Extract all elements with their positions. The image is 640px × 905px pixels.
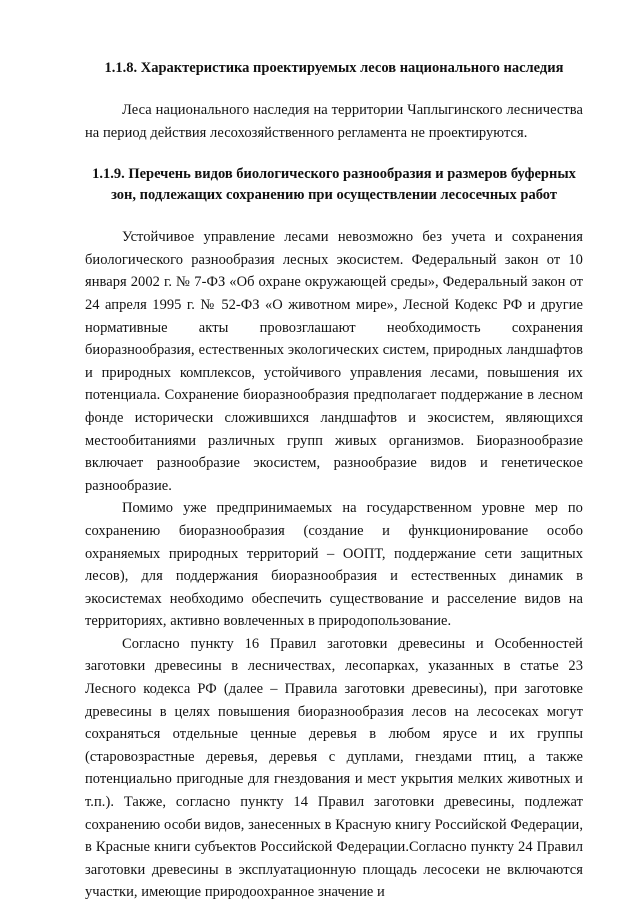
section-heading-1-1-8: 1.1.8. Характеристика проектируемых лесов национального наследия — [104, 60, 564, 76]
paragraph-biodiversity-intro: Устойчивое управление лесами невозможно без учета и сохранения биологического разнообразия лесных экосистем. Федеральный закон от 10 января 2002 г. № 7-ФЗ «Об охране окружающей среды», Федеральный закон от 24 апреля 1995 г. № 52-ФЗ «О животном мире», Лесной Кодекс РФ и другие нормативные акты провозглашают необходимость сохранения биоразнообразия, естественных экологических систем, природных ландшафтов и природных комплексов, устойчивого управления лесами, повышения их потенциала. Сохранение биоразнообразия предполагает поддержание в лесном фонде исторически сложившихся ландшафтов и экосистем, являющихся местообитаниями различных групп живых организмов. Биоразнообразие включает разнообразие экосистем, разнообразие видов и генетическое разнообразие. — [85, 229, 583, 494]
paragraph-biodiversity-measures: Помимо уже предпринимаемых на государственном уровне мер по сохранению биоразнообразия (создание и функционирование особо охраняемых природных территорий – ООПТ, поддержание сети защитных лесов), для поддержания биоразнообразия и естественных динамик в экосистемах необходимо обеспечить существование и расселение видов на территориях, активно вовлеченных в природопользование. — [85, 500, 583, 630]
paragraph-forests-heritage: Леса национального наследия на территории Чаплыгинского лесничества на период действия лесохозяйственного регламента не проектируются. — [85, 102, 583, 141]
paragraph-logging-rules: Согласно пункту 16 Правил заготовки древесины и Особенностей заготовки древесины в лесничествах, лесопарках, указанных в статье 23 Лесного кодекса РФ (далее – Правила заготовки древесины), при заготовке древесины в целях повышения биоразнообразия лесов на лесосеках могут сохраняться отдельные ценные деревья в любом ярусе и их группы (старовозрастные деревья, деревья с дуплами, гнездами птиц, а также потенциально пригодные для гнездования и мест укрытия мелких животных и т.п.). Также, согласно пункту 14 Правил заготовки древесины, подлежат сохранению особи видов, занесенных в Красную книгу Российской Федерации, в Красные книги субъектов Российской Федерации.Согласно пункту 24 Правил заготовки древесины в эксплуатационную площадь лесосеки не включаются участки, имеющие природоохранное значение и — [85, 635, 583, 901]
section-heading-1-1-9: 1.1.9. Перечень видов биологического разнообразия и размеров буферных зон, подлежащих сохранению при осуществлении лесосечных работ — [92, 166, 576, 204]
